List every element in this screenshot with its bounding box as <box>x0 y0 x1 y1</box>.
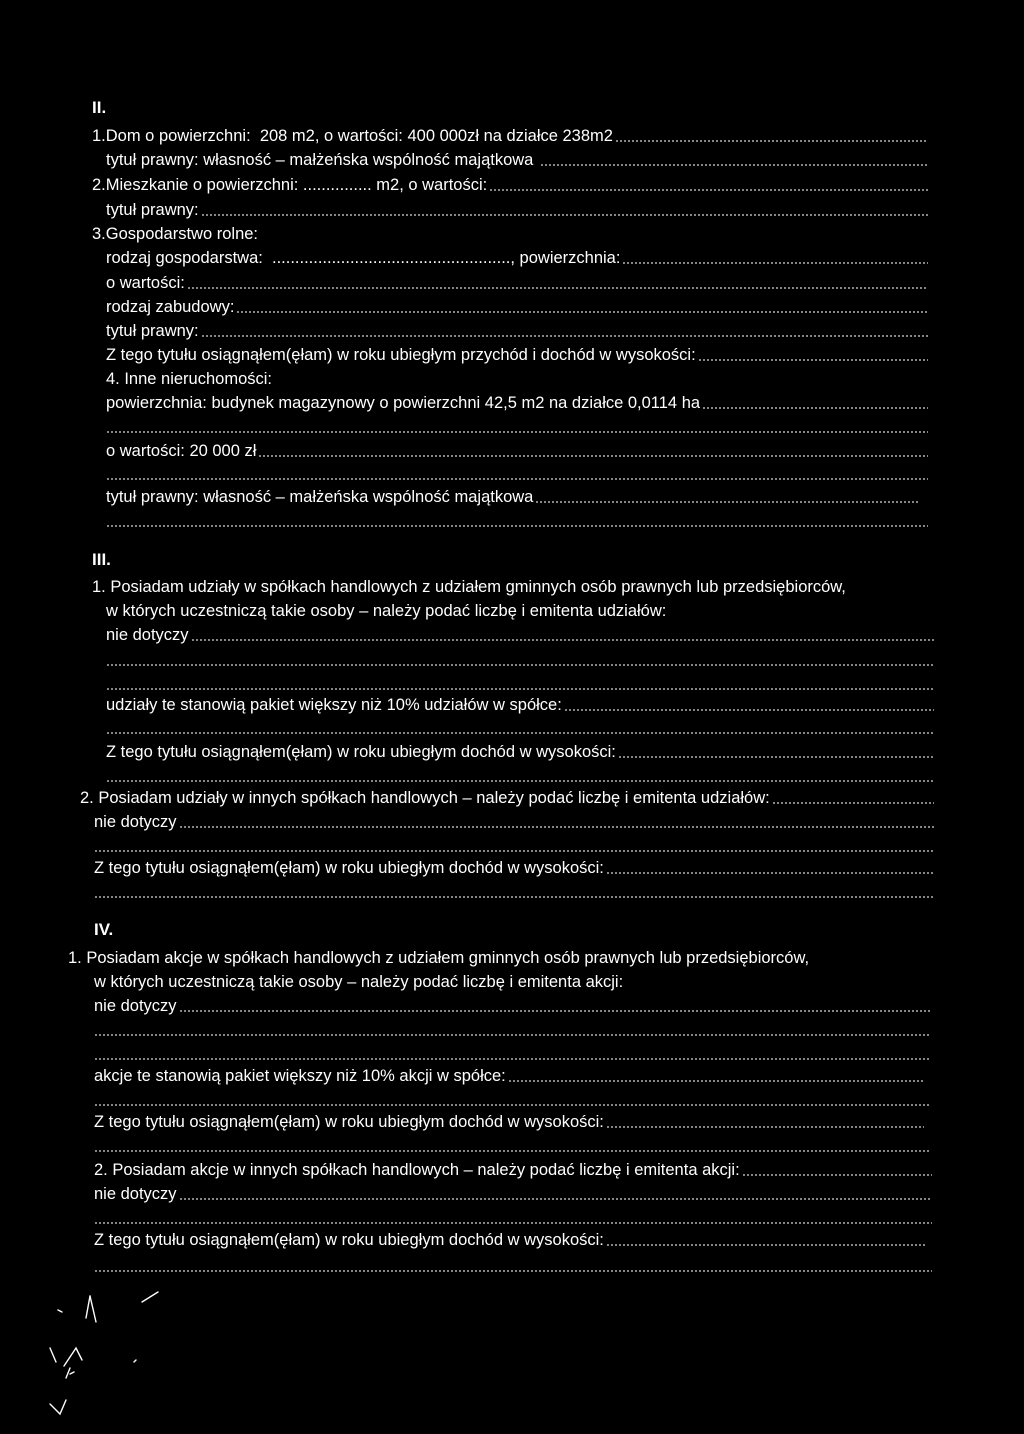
shares-income-line: Z tego tytułu osiągnąłem(ęłam) w roku ubiegłym dochód w wysokości: <box>106 742 934 762</box>
farm-buildings-line: rodzaj zabudowy: <box>106 297 928 317</box>
farm-type-line: rodzaj gospodarstwa: ...................................................., powierzchnia: <box>106 248 928 268</box>
dotted-line <box>94 836 934 856</box>
other-property-area-line: powierzchnia: budynek magazynowy o powierzchni 42,5 m2 na działce 0,0114 ha <box>106 393 928 413</box>
farm-heading: 3.Gospodarstwo rolne: <box>92 225 259 243</box>
stocks-income-line: Z tego tytułu osiągnąłem(ęłam) w roku ubiegłym dochód w wysokości: <box>94 1112 924 1132</box>
other-stocks-question: 2. Posiadam akcje w innych spółkach handlowych – należy podać liczbę i emitenta akcji: <box>94 1160 932 1180</box>
other-shares-question: 2. Posiadam udziały w innych spółkach handlowych – należy podać liczbę i emitenta udziałów: <box>80 788 934 808</box>
other-stocks-answer: nie dotyczy <box>94 1184 932 1204</box>
dotted-line <box>106 417 928 437</box>
apartment-title-line: tytuł prawny: <box>106 200 928 220</box>
dotted-line <box>94 882 934 902</box>
dotted-line <box>106 464 928 484</box>
stocks-answer: nie dotyczy <box>94 996 930 1016</box>
farm-title-line: tytuł prawny: <box>106 321 928 341</box>
dotted-line <box>106 718 934 738</box>
dotted-line <box>94 1044 930 1064</box>
farm-income-line: Z tego tytułu osiągnąłem(ęłam) w roku ubiegłym przychód i dochód w wysokości: <box>106 345 928 365</box>
shares-question: 1. Posiadam udziały w spółkach handlowych z udziałem gminnych osób prawnych lub przedsiębiorców, <box>92 578 846 596</box>
dotted-line <box>94 1020 930 1040</box>
section-iv-heading: IV. <box>94 920 114 939</box>
other-shares-income-line: Z tego tytułu osiągnąłem(ęłam) w roku ubiegłym dochód w wysokości: <box>94 858 934 878</box>
other-property-heading: 4. Inne nieruchomości: <box>106 370 273 388</box>
dotted-line <box>94 1256 932 1276</box>
house-line: 1.Dom o powierzchni: 208 m2, o wartości: 400 000zł na działce 238m2 <box>92 126 928 146</box>
dotted-line <box>106 766 934 786</box>
stocks-question-cont: w których uczestniczą takie osoby – należy podać liczbę i emitenta akcji: <box>94 973 624 991</box>
shares-question-cont: w których uczestniczą takie osoby – należy podać liczbę i emitenta udziałów: <box>106 602 667 620</box>
stocks-question: 1. Posiadam akcje w spółkach handlowych z udziałem gminnych osób prawnych lub przedsiębiorców, <box>68 949 810 967</box>
section-iii-heading: III. <box>92 550 111 569</box>
other-shares-answer: nie dotyczy <box>94 812 934 832</box>
stocks-packet-line: akcje te stanowią pakiet większy niż 10% akcji w spółce: <box>94 1066 924 1086</box>
house-title-line: tytuł prawny: własność – małżeńska wspólność majątkowa <box>106 150 928 170</box>
farm-value-line: o wartości: <box>106 273 928 293</box>
shares-packet-line: udziały te stanowią pakiet większy niż 10% udziałów w spółce: <box>106 695 934 715</box>
dotted-line <box>94 1090 930 1110</box>
section-ii-heading: II. <box>92 98 107 117</box>
other-property-title-line: tytuł prawny: własność – małżeńska wspólność majątkowa <box>106 487 918 507</box>
other-property-value-line: o wartości: 20 000 zł <box>106 441 928 461</box>
dotted-line <box>106 650 934 670</box>
signature-mark <box>30 1288 180 1428</box>
dotted-line <box>94 1136 930 1156</box>
dotted-line <box>106 511 928 531</box>
other-stocks-income-line: Z tego tytułu osiągnąłem(ęłam) w roku ubiegłym dochód w wysokości: <box>94 1230 926 1250</box>
apartment-line: 2.Mieszkanie o powierzchni: ............... m2, o wartości: <box>92 175 928 195</box>
shares-answer: nie dotyczy <box>106 625 934 645</box>
dotted-line <box>106 674 934 694</box>
dotted-line <box>94 1208 932 1228</box>
